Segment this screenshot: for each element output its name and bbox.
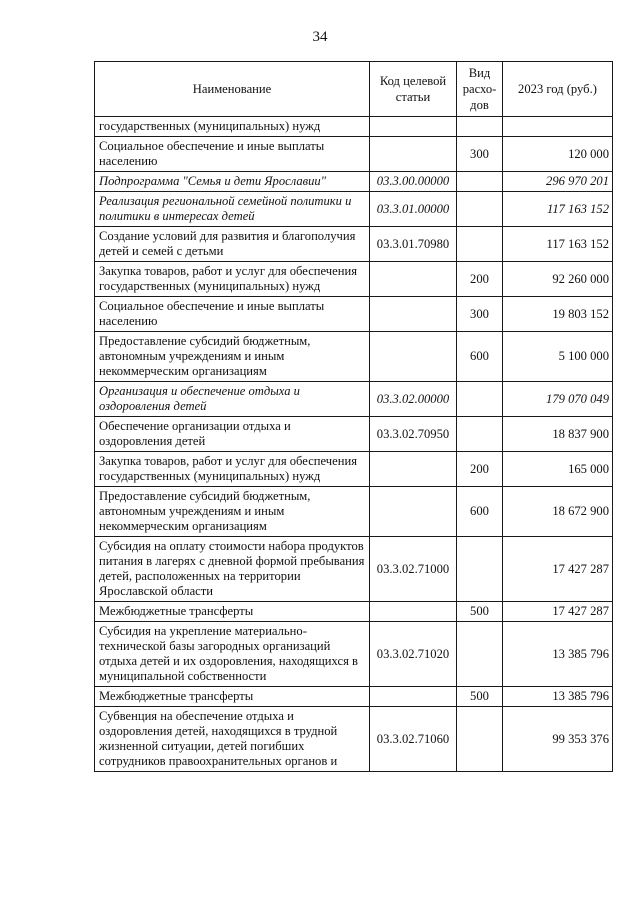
table-row <box>95 537 613 602</box>
table-row <box>95 452 613 487</box>
row-code: 03.3.00.00000 <box>370 172 457 192</box>
table-row <box>95 192 613 227</box>
row-kind <box>457 227 503 262</box>
table-body <box>95 117 613 772</box>
row-amount: 296 970 201 <box>503 172 613 192</box>
row-kind <box>457 172 503 192</box>
row-amount: 18 672 900 <box>503 487 613 537</box>
row-kind <box>457 382 503 417</box>
table-row <box>95 227 613 262</box>
table-row <box>95 117 613 137</box>
row-amount: 120 000 <box>503 137 613 172</box>
row-code: 03.3.02.71020 <box>370 622 457 687</box>
row-kind: 600 <box>457 332 503 382</box>
row-code <box>370 137 457 172</box>
row-name: Межбюджетные трансферты <box>95 687 370 707</box>
row-code <box>370 602 457 622</box>
row-code <box>370 297 457 332</box>
budget-table <box>94 61 613 772</box>
table-row <box>95 172 613 192</box>
row-name: Обеспечение организации отдыха и оздоровления детей <box>95 417 370 452</box>
row-amount: 117 163 152 <box>503 227 613 262</box>
row-name: Подпрограмма "Семья и дети Ярославии" <box>95 172 370 192</box>
row-code <box>370 332 457 382</box>
row-code <box>370 487 457 537</box>
row-amount: 13 385 796 <box>503 687 613 707</box>
row-name: Закупка товаров, работ и услуг для обеспечения государственных (муниципальных) нужд <box>95 452 370 487</box>
header-kind: Вид расхо-дов <box>457 62 503 117</box>
header-name: Наименование <box>95 62 370 117</box>
row-name: государственных (муниципальных) нужд <box>95 117 370 137</box>
row-name: Субвенция на обеспечение отдыха и оздоровления детей, находящихся в трудной жизненной ситуации, детей погибших сотрудников правоохранительных органов и <box>95 707 370 772</box>
row-name: Социальное обеспечение и иные выплаты населению <box>95 297 370 332</box>
row-name: Субсидия на укрепление материально-технической базы загородных организаций отдыха детей и их оздоровления, находящихся в муниципальной собственности <box>95 622 370 687</box>
table-row <box>95 487 613 537</box>
header-amount: 2023 год (руб.) <box>503 62 613 117</box>
row-code: 03.3.02.00000 <box>370 382 457 417</box>
row-kind: 500 <box>457 687 503 707</box>
table-row <box>95 417 613 452</box>
row-amount: 117 163 152 <box>503 192 613 227</box>
row-kind: 200 <box>457 262 503 297</box>
row-amount: 179 070 049 <box>503 382 613 417</box>
row-kind: 600 <box>457 487 503 537</box>
row-kind <box>457 537 503 602</box>
table-row <box>95 262 613 297</box>
row-kind <box>457 622 503 687</box>
row-code <box>370 262 457 297</box>
row-code <box>370 452 457 487</box>
row-amount <box>503 117 613 137</box>
table-row <box>95 687 613 707</box>
row-name: Закупка товаров, работ и услуг для обеспечения государственных (муниципальных) нужд <box>95 262 370 297</box>
row-amount: 17 427 287 <box>503 602 613 622</box>
header-code: Код целевой статьи <box>370 62 457 117</box>
row-name: Социальное обеспечение и иные выплаты населению <box>95 137 370 172</box>
row-code: 03.3.01.00000 <box>370 192 457 227</box>
row-name: Организация и обеспечение отдыха и оздоровления детей <box>95 382 370 417</box>
row-amount: 17 427 287 <box>503 537 613 602</box>
row-amount: 19 803 152 <box>503 297 613 332</box>
row-name: Предоставление субсидий бюджетным, автономным учреждениям и иным некоммерческим организациям <box>95 487 370 537</box>
table-header-row <box>95 62 613 117</box>
row-amount: 5 100 000 <box>503 332 613 382</box>
row-amount: 92 260 000 <box>503 262 613 297</box>
row-name: Межбюджетные трансферты <box>95 602 370 622</box>
row-code <box>370 117 457 137</box>
row-name: Реализация региональной семейной политики и политики в интересах детей <box>95 192 370 227</box>
table-row <box>95 707 613 772</box>
row-amount: 13 385 796 <box>503 622 613 687</box>
row-amount: 165 000 <box>503 452 613 487</box>
row-kind <box>457 117 503 137</box>
page-number: 34 <box>312 29 328 45</box>
row-amount: 18 837 900 <box>503 417 613 452</box>
row-kind <box>457 417 503 452</box>
row-kind <box>457 192 503 227</box>
row-code: 03.3.02.70950 <box>370 417 457 452</box>
table-row <box>95 297 613 332</box>
table-row <box>95 382 613 417</box>
table-row <box>95 602 613 622</box>
row-name: Предоставление субсидий бюджетным, автономным учреждениям и иным некоммерческим организациям <box>95 332 370 382</box>
row-code <box>370 687 457 707</box>
table-row <box>95 137 613 172</box>
row-code: 03.3.02.71060 <box>370 707 457 772</box>
row-kind: 500 <box>457 602 503 622</box>
row-kind <box>457 707 503 772</box>
row-kind: 300 <box>457 137 503 172</box>
row-kind: 300 <box>457 297 503 332</box>
row-code: 03.3.02.71000 <box>370 537 457 602</box>
row-name: Создание условий для развития и благополучия детей и семей с детьми <box>95 227 370 262</box>
table-row <box>95 622 613 687</box>
row-amount: 99 353 376 <box>503 707 613 772</box>
row-kind: 200 <box>457 452 503 487</box>
row-code: 03.3.01.70980 <box>370 227 457 262</box>
row-name: Субсидия на оплату стоимости набора продуктов питания в лагерях с дневной формой пребывания детей, расположенных на территории Ярославской области <box>95 537 370 602</box>
table-row <box>95 332 613 382</box>
